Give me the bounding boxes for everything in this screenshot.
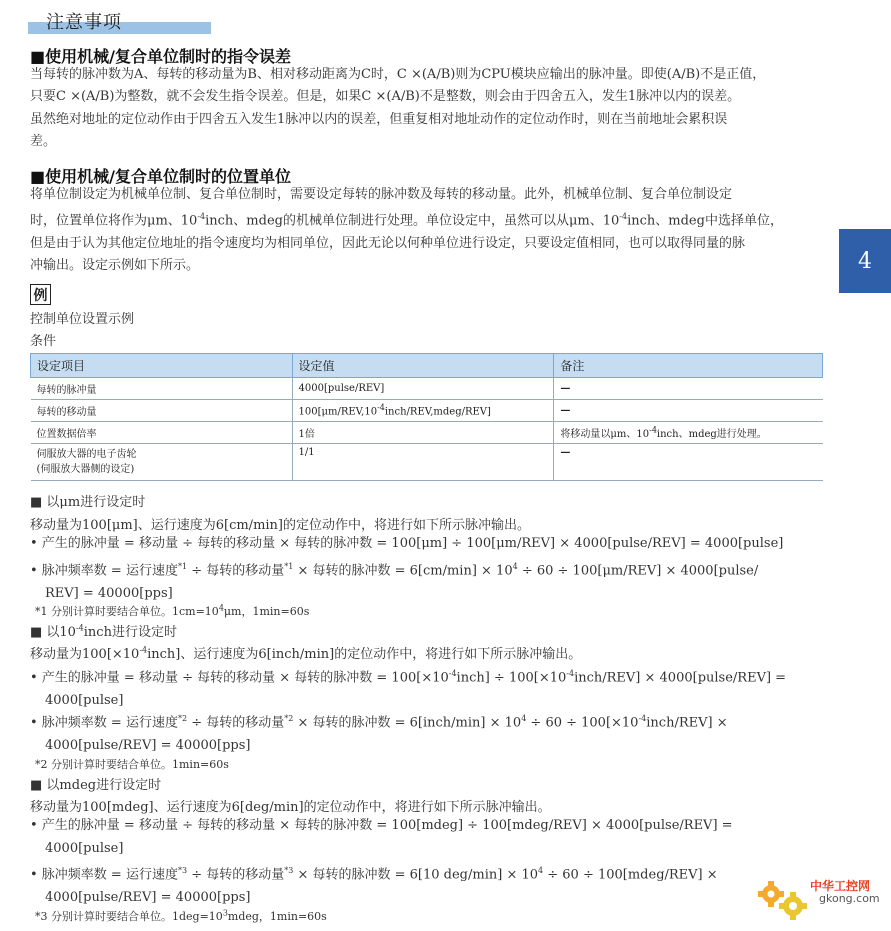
gkong-watermark [755,872,885,924]
table-row [31,444,823,481]
section2-line: 时，位置单位将作为μm、$10^{-4}inch$、mdeg的机械单位制进行处理。单位设定中，虽然可以从μm、$10^{-4}inch$、mdeg中选择单位， [30,212,783,229]
page-title: 注意事项 [46,12,122,33]
section2-heading: ■使用机械/复合单位制时的位置单位 [30,167,291,186]
table-cell: 位置数据倍率 [31,422,293,444]
inch-bullet-1: • 产生的脉冲量 = 移动量 ÷ 每转的移动量 × 每转的脉冲数 = $100[\times 10^{-4}inch]$ ÷ $100[\times 10^{-4}inch/REV]$ × 4000[pulse/REV] = 4000[pulse] [30,669,787,708]
table-header-row [31,354,823,378]
table-cell: 每转的脉冲量 [31,378,293,400]
example-badge: 例 [30,284,51,305]
section2-line: 冲输出。设定示例如下所示。 [30,258,200,274]
section2-body [30,184,822,278]
table-row [31,400,823,422]
chapter-tab[interactable] [839,229,891,293]
table-cell: — [554,444,823,481]
example-title: 控制单位设置示例 [30,312,135,327]
table-cell: 4000[pulse/REV] [292,378,554,400]
conditions-table [30,353,823,481]
table-cell: 伺服放大器的电子齿轮 (伺服放大器侧的设定) [31,444,293,481]
section1-heading: ■使用机械/复合单位制时的指令误差 [30,47,291,66]
table-cell: — [554,378,823,400]
table-row [31,422,823,444]
um-bullet-2: • 脉冲频率数 = 运行速度$^{*1}$ ÷ 每转的移动量$^{*1}$ × 每转的脉冲数 = $6[cm/\min] \times 10^4 \div 60 \div 100[\mu m/REV]$ × 4000[pulse/ REV] = 40000[pps] [30,562,759,601]
section2-line: 但是由于认为其他定位地址的指令速度均为相同单位，因此无论以何种单位进行设定，只要设定值相同，也可以取得同量的脉 [30,235,746,251]
table-cell: 每转的移动量 [31,400,293,422]
inch-footnote: *2 分别计算时要结合单位。1min=60s [35,758,229,771]
table-cell: $100[\mu m/REV,10^{-4}inch/REV,mdeg/REV]$ [292,400,554,422]
table-header: 设定值 [292,354,554,378]
inch-bullet-2: • 脉冲频率数 = 运行速度$^{*2}$ ÷ 每转的移动量$^{*2}$ × 每转的脉冲数 = 6[inch/min] × $10^4 \div 60$ ÷ $100[\times 10^{-4}inch/REV]$ × 4000[pulse/REV] = 40000[pps] [30,714,728,753]
um-intro: 移动量为100[μm]、运行速度为6[cm/min]的定位动作中，将进行如下所示脉冲输出。 [30,518,530,533]
section1-line: 只要C ×(A/B)为整数，就不会发生指令误差。但是，如果C ×(A/B)不是整数，则会由于四舍五入，发生1脉冲以内的误差。 [30,89,741,105]
mdeg-footnote: *3 分别计算时要结合单位。$1deg=10^3mdeg$，1min=60s [35,908,327,923]
mdeg-bullet-2: • 脉冲频率数 = 运行速度$^{*3}$ ÷ 每转的移动量$^{*3}$ × 每转的脉冲数 = 6[10 $deg/\min] \times 10^4 \div 60$ ÷ 100[mdeg/REV] × 4000[pulse/REV] = 40000[pps] [30,866,718,905]
um-bullet-1: • 产生的脉冲量 = 移动量 ÷ 每转的移动量 × 每转的脉冲数 = 100[μm] ÷ 100[μm/REV] × 4000[pulse/REV] = 4000[pulse] [30,536,784,551]
um-footnote: *1 分别计算时要结合单位。$1cm=10^4\mu m$，1min=60s [35,603,310,618]
section1-line: 差。 [30,133,57,149]
inch-heading: ■ 以$10^{-4}inch$进行设定时 [30,623,177,640]
mdeg-bullet-1: • 产生的脉冲量 = 移动量 ÷ 每转的移动量 × 每转的脉冲数 = 100[mdeg] ÷ 100[mdeg/REV] × 4000[pulse/REV] = 4000[pulse] [30,818,733,856]
section1-line: 虽然绝对地址的定位动作由于四舍五入发生1脉冲以内的误差，但重复相对地址动作的定位动作时，则在当前地址会累积误 [30,111,728,127]
mdeg-intro: 移动量为100[mdeg]、运行速度为6[deg/min]的定位动作中，将进行如下所示脉冲输出。 [30,800,551,815]
chapter-number: 4 [858,248,872,274]
table-header: 备注 [554,354,823,378]
table-row [31,378,823,400]
table-cell: — [554,400,823,422]
section1-body [30,64,822,153]
inch-intro: 移动量为$100[\times 10^{-4}inch]$、运行速度为6[inch/min]的定位动作中，将进行如下所示脉冲输出。 [30,645,582,662]
conditions-label: 条件 [30,334,57,349]
section2-line: 将单位制设定为机械单位制、复合单位制时，需要设定每转的脉冲数及每转的移动量。此外，机械单位制、复合单位制设定 [30,187,733,202]
watermark-name: 中华工控网 [810,879,871,893]
table-cell: 将移动量以μm、$10^{-4}inch$、mdeg进行处理。 [554,422,823,444]
mdeg-heading: ■ 以mdeg进行设定时 [30,778,162,793]
table-header: 设定项目 [31,354,293,378]
um-heading: ■ 以μm进行设定时 [30,495,146,510]
table-cell: 1/1 [292,444,554,481]
watermark-url: gkong.com [819,892,880,905]
table-cell: 1倍 [292,422,554,444]
section1-line: 当每转的脉冲数为A、每转的移动量为B、相对移动距离为C时，C ×(A/B)则为CPU模块应输出的脉冲量。即使(A/B)不是正值， [30,67,766,82]
